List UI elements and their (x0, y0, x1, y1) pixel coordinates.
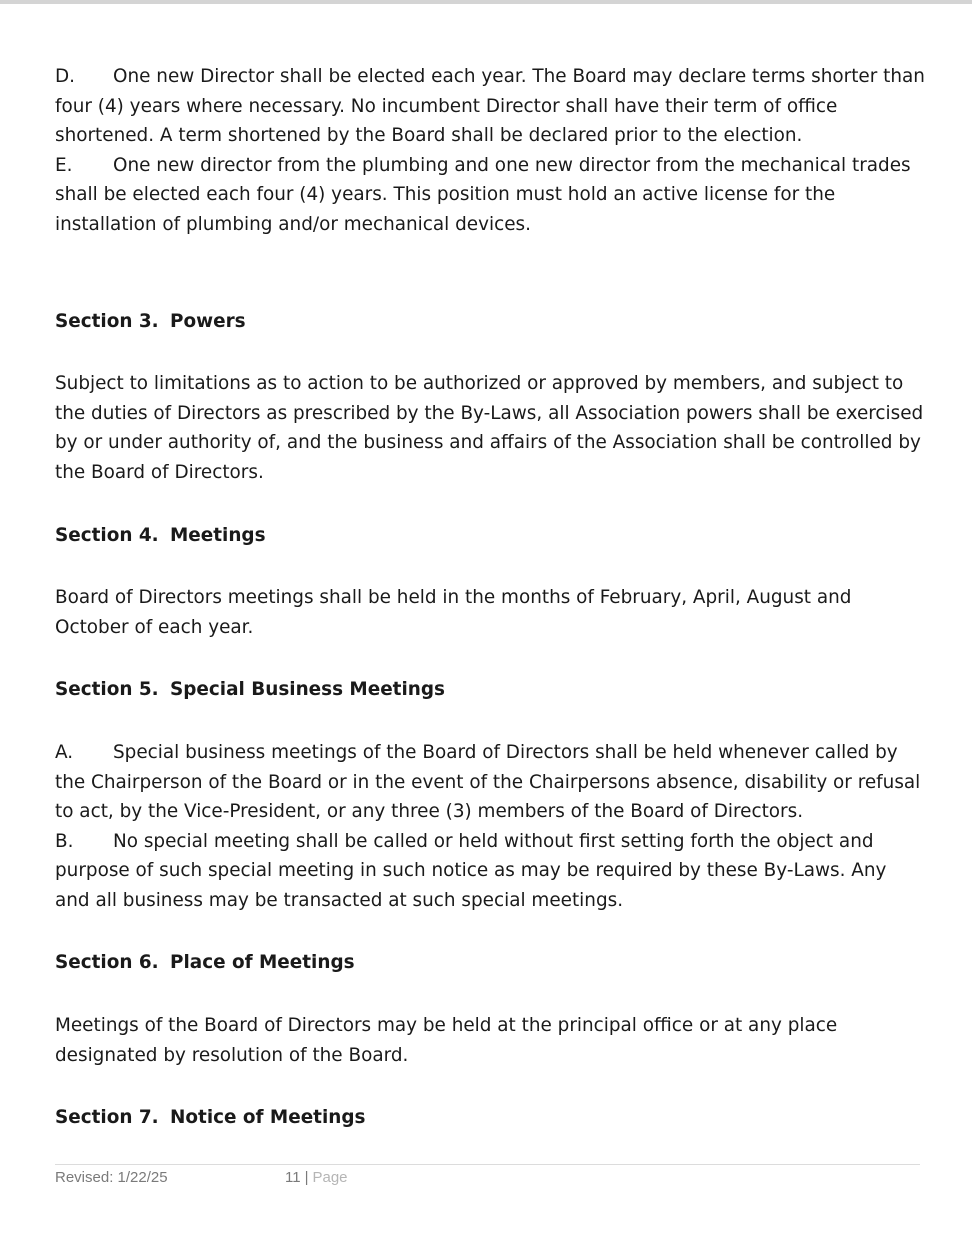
page-top-edge (0, 0, 972, 4)
section-5-heading (55, 675, 925, 705)
section-number: Section 5. (55, 679, 159, 701)
section-number: Section 6. (55, 952, 159, 974)
section-title: Notice of Meetings (170, 1107, 366, 1129)
section-7-heading (55, 1103, 925, 1133)
section-title: Powers (170, 310, 246, 332)
section-number: Section 4. (55, 524, 159, 546)
page-number: 11 (285, 1169, 301, 1186)
section-title: Special Business Meetings (170, 679, 445, 701)
section-title: Place of Meetings (170, 952, 355, 974)
revised-date: Revised: 1/22/25 (55, 1169, 168, 1186)
section-number: Section 7. (55, 1107, 159, 1129)
list-item-text: Special business meetings of the Board of Directors shall be held whenever called by the Chairperson of the Board or in the event of the Chairpersons absence, disability or refusal to act, by the Vice-President, or any three (3) members of the Board of Directors. (55, 741, 921, 823)
list-item-label: D. (55, 66, 76, 87)
list-item-b (55, 827, 925, 916)
list-item-text: No special meeting shall be called or held without first setting forth the object and purpose of such special meeting in such notice as may be required by these By-Laws. Any and all business may be transacted at such special meetings. (55, 830, 887, 911)
section-4-heading (55, 521, 925, 551)
list-item-a (55, 738, 925, 827)
section-6-body: Meetings of the Board of Directors may be held at the principal office or at any place designated by resolution of the Board. (55, 1015, 838, 1066)
page-separator: | (304, 1169, 309, 1186)
list-item-text: One new Director shall be elected each year. The Board may declare terms shorter than four (4) years where necessary. No incumbent Director shall have their term of office shortened. A term shortened by the Board shall be declared prior to the election. (55, 66, 925, 147)
section-number: Section 3. (55, 310, 159, 332)
section-4-body: Board of Directors meetings shall be held in the months of February, April, August and October of each year. (55, 587, 852, 638)
list-item-text: One new director from the plumbing and one new director from the mechanical trades shall be elected each four (4) years. This position must hold an active license for the installation of plumbing and/or mechanical devices. (55, 154, 911, 235)
list-item-label: B. (55, 830, 74, 852)
page-word: Page (312, 1169, 348, 1186)
document-page (55, 62, 925, 1133)
list-item-label: E. (55, 154, 73, 176)
section-title: Meetings (170, 524, 266, 546)
section-3-heading (55, 307, 925, 337)
page-number-group (285, 1169, 348, 1186)
list-item-d (55, 62, 925, 151)
page-footer (55, 1164, 920, 1192)
section-6-heading (55, 948, 925, 978)
list-item-label: A. (55, 741, 74, 763)
section-3-body: Subject to limitations as to action to be authorized or approved by members, and subject to the duties of Directors as prescribed by the By-Laws, all Association powers shall be exercised by or under authority of, and the business and affairs of the Association shall be controlled by the Board of Directors. (55, 373, 924, 483)
list-item-e (55, 151, 925, 240)
